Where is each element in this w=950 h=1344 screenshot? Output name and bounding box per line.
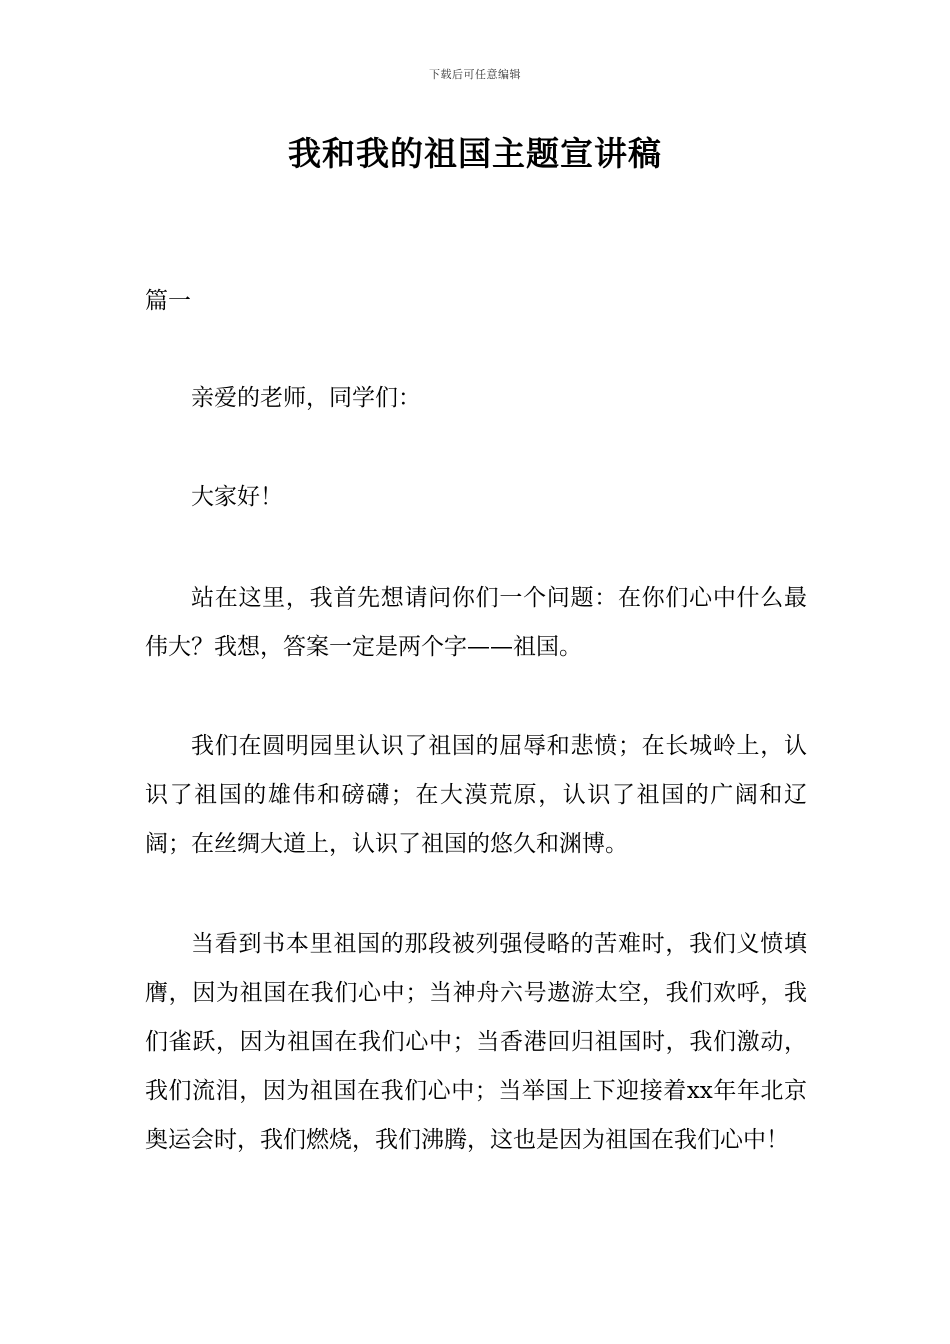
body-paragraph: 站在这里，我首先想请问你们一个问题：在你们心中什么最伟大？我想，答案一定是两个字——祖国。 xyxy=(145,585,807,660)
body-paragraph: 当看到书本里祖国的那段被列强侵略的苦难时，我们义愤填膺，因为祖国在我们心中；当神舟六号遨游太空，我们欢呼，我们雀跃，因为祖国在我们心中；当香港回归祖国时，我们激动，我们流泪，因为祖国在我们心中；当举国上下迎接着xx年年北京奥运会时，我们燃烧，我们沸腾，这也是因为祖国在我们心中！ xyxy=(145,931,807,1153)
salutation-paragraph: 亲爱的老师，同学们： xyxy=(191,385,421,411)
greeting-paragraph: 大家好！ xyxy=(191,484,283,510)
header-note: 下载后可任意编辑 xyxy=(429,68,521,81)
document-title: 我和我的祖国主题宣讲稿 xyxy=(288,134,662,173)
section-label: 篇一 xyxy=(145,288,191,314)
body-paragraph: 我们在圆明园里认识了祖国的屈辱和悲愤；在长城岭上，认识了祖国的雄伟和磅礴；在大漠荒原，认识了祖国的广阔和辽阔；在丝绸大道上，认识了祖国的悠久和渊博。 xyxy=(145,733,807,857)
